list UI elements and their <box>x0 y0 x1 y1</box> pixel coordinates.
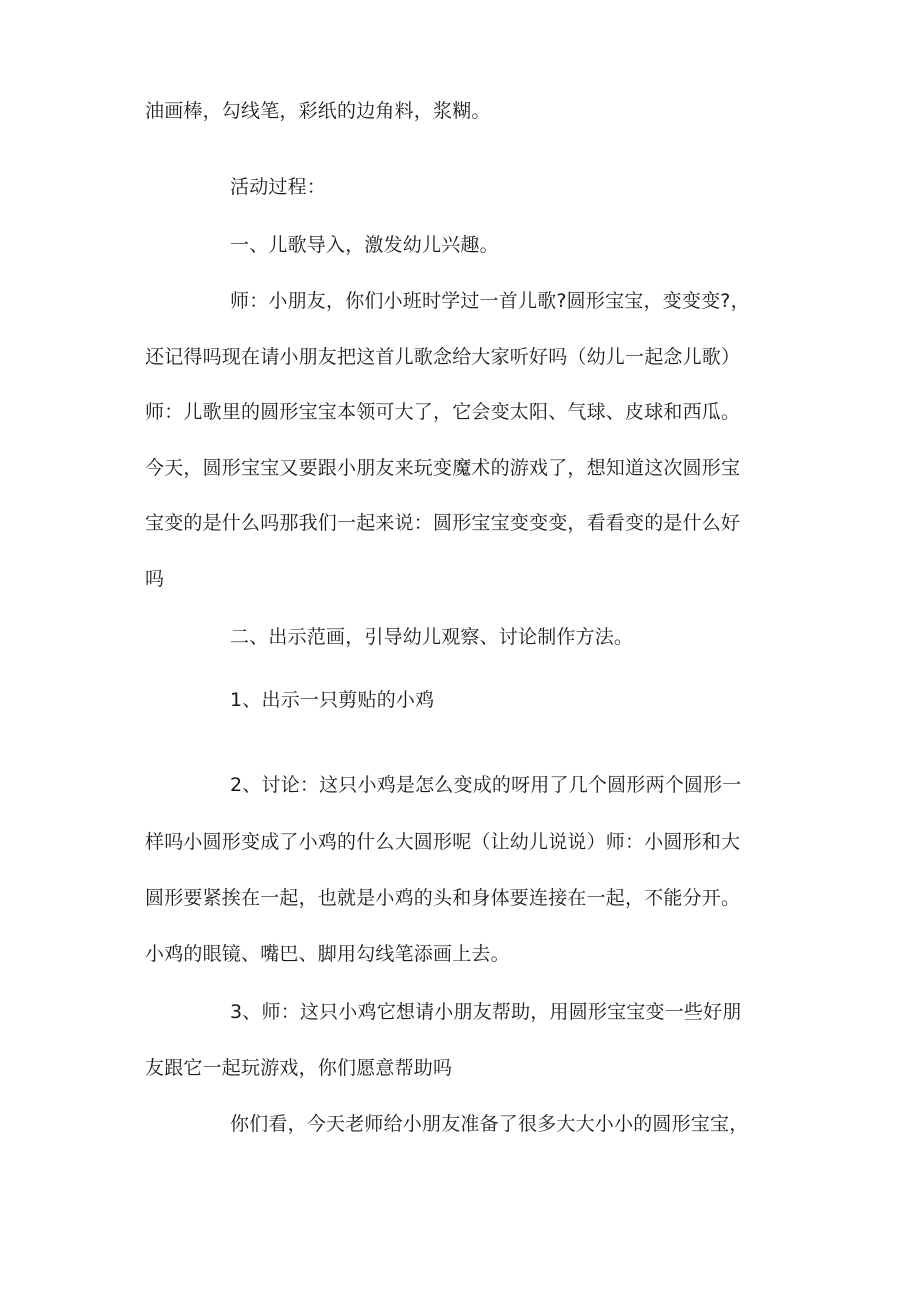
paragraph-line: 今天，圆形宝宝又要跟小朋友来玩变魔术的游戏了，想知道这次圆形宝 <box>145 457 741 479</box>
paragraph-line: 友跟它一起玩游戏，你们愿意帮助吗 <box>145 1057 453 1079</box>
step-heading-one: 一、儿歌导入，激发幼儿兴趣。 <box>230 234 499 256</box>
list-item-3: 3、师：这只小鸡它想请小朋友帮助，用圆形宝宝变一些好朋 <box>230 1001 742 1023</box>
list-item-1: 1、出示一只剪贴的小鸡 <box>230 689 435 711</box>
paragraph-line: 圆形要紧挨在一起，也就是小鸡的头和身体要连接在一起，不能分开。 <box>145 887 741 909</box>
paragraph-line: 师：小朋友，你们小班时学过一首儿歌?圆形宝宝，变变变?， <box>230 290 750 312</box>
section-heading-process: 活动过程： <box>230 176 327 198</box>
paragraph-line: 还记得吗现在请小朋友把这首儿歌念给大家听好吗（幼儿一起念儿歌） <box>145 346 741 368</box>
paragraph-line: 你们看，今天老师给小朋友准备了很多大大小小的圆形宝宝， <box>230 1113 749 1135</box>
paragraph-line: 师：儿歌里的圆形宝宝本领可大了，它会变太阳、气球、皮球和西瓜。 <box>145 401 741 423</box>
text-line-materials: 油画棒，勾线笔，彩纸的边角料，浆糊。 <box>145 100 491 122</box>
paragraph-line: 小鸡的眼镜、嘴巴、脚用勾线笔添画上去。 <box>145 943 510 965</box>
list-item-2: 2、讨论：这只小鸡是怎么变成的呀用了几个圆形两个圆形一 <box>230 774 742 796</box>
step-heading-two: 二、出示范画，引导幼儿观察、讨论制作方法。 <box>230 626 634 648</box>
paragraph-line: 吗 <box>145 568 165 590</box>
paragraph-line: 宝变的是什么吗那我们一起来说：圆形宝宝变变变，看看变的是什么好 <box>145 512 741 534</box>
paragraph-line: 样吗小圆形变成了小鸡的什么大圆形呢（让幼儿说说）师：小圆形和大 <box>145 831 741 853</box>
